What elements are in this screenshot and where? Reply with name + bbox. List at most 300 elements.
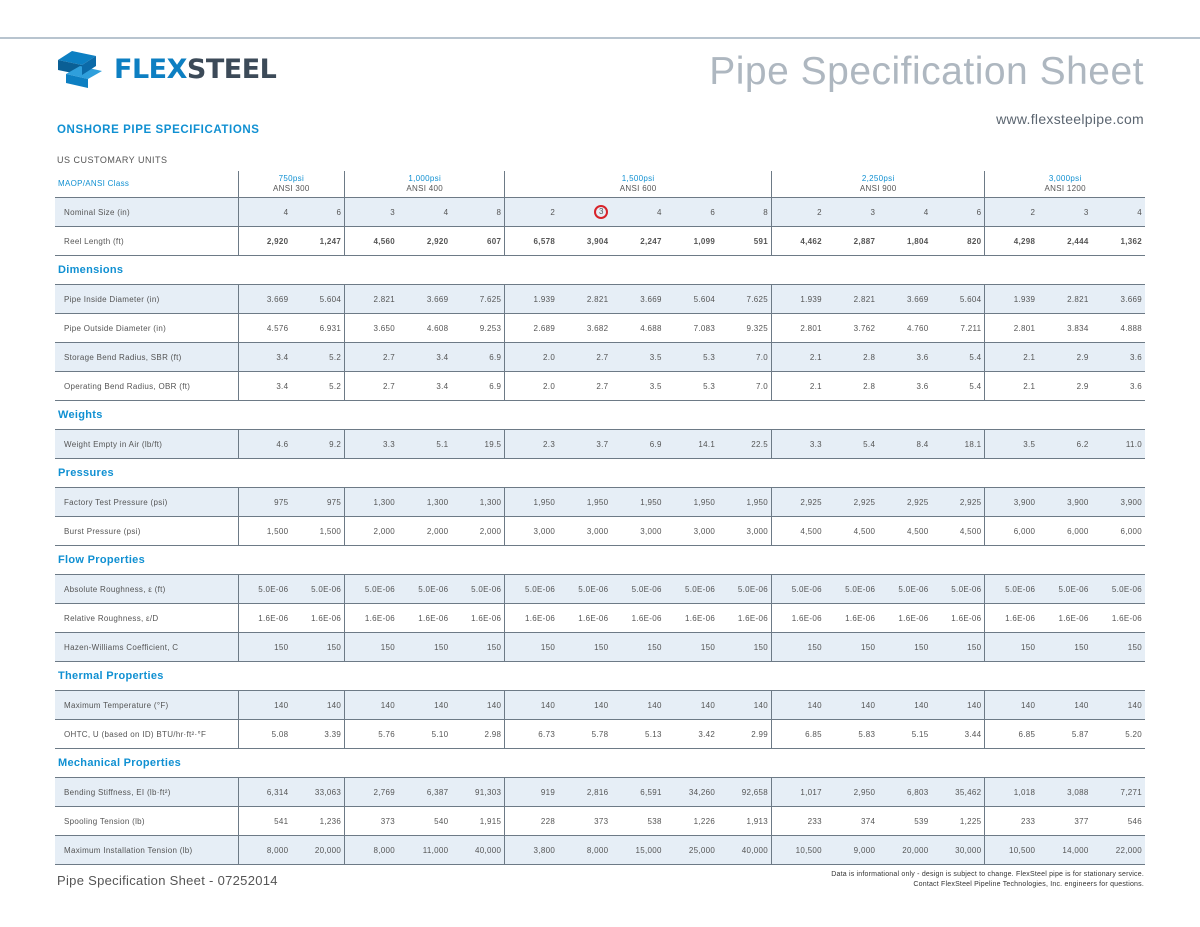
table-row xyxy=(55,778,1145,807)
cell-value: 3.762 xyxy=(853,323,876,333)
table-cell xyxy=(932,720,985,749)
table-cell xyxy=(611,575,664,604)
table-row xyxy=(55,807,1145,836)
cell-value: 3,000 xyxy=(640,526,662,536)
cell-value: 2,920 xyxy=(266,236,289,246)
table-cell xyxy=(291,517,344,546)
table-cell xyxy=(611,517,664,546)
cell-value: 1,018 xyxy=(1013,787,1036,797)
cell-value: 2,444 xyxy=(1067,236,1089,246)
cell-value: 140 xyxy=(753,700,769,710)
cell-value: 150 xyxy=(274,642,289,652)
table-cell xyxy=(1092,517,1145,546)
row-label: Relative Roughness, ε/D xyxy=(55,604,238,633)
cell-value: 140 xyxy=(967,700,982,710)
table-cell xyxy=(291,778,344,807)
table-cell xyxy=(718,343,771,372)
table-cell xyxy=(345,343,398,372)
cell-value: 1,950 xyxy=(693,497,716,507)
cell-value: 25,000 xyxy=(688,845,716,855)
table-cell xyxy=(558,604,611,633)
logo-flex-text: FLEX xyxy=(114,53,187,85)
cell-value: 6.73 xyxy=(538,729,556,739)
class-group-header xyxy=(505,171,772,198)
cell-value: 2 xyxy=(817,207,822,217)
table-cell xyxy=(345,198,398,227)
table-cell xyxy=(718,198,771,227)
table-cell xyxy=(665,517,718,546)
table-cell xyxy=(825,604,878,633)
cell-value: 1,300 xyxy=(479,497,502,507)
table-cell xyxy=(291,604,344,633)
table-cell xyxy=(825,807,878,836)
cell-value: 7.625 xyxy=(479,294,502,304)
cell-value: 4,500 xyxy=(907,526,929,536)
category-row xyxy=(55,401,1145,430)
table-cell xyxy=(718,372,771,401)
cell-value: 4 xyxy=(283,207,289,217)
cell-value: 2.801 xyxy=(800,323,822,333)
table-cell xyxy=(718,575,771,604)
cell-value: 6,314 xyxy=(266,787,289,797)
cell-value: 607 xyxy=(486,236,502,246)
table-row xyxy=(55,430,1145,459)
table-cell xyxy=(558,517,611,546)
table-cell xyxy=(558,198,611,227)
cell-value: 4,500 xyxy=(853,526,876,536)
table-cell xyxy=(1038,227,1091,256)
cell-value: 5.0E-06 xyxy=(898,584,929,594)
table-cell xyxy=(932,836,985,865)
table-cell xyxy=(505,836,558,865)
cell-value: 7.0 xyxy=(755,381,769,391)
table-cell xyxy=(398,227,451,256)
cell-value: 8.4 xyxy=(916,439,929,449)
table-cell xyxy=(558,720,611,749)
cell-value: 2,925 xyxy=(800,497,822,507)
table-cell xyxy=(558,691,611,720)
cell-value: 150 xyxy=(434,642,449,652)
cell-value: 5.76 xyxy=(378,729,396,739)
cell-value: 5.4 xyxy=(969,352,982,362)
table-cell xyxy=(665,227,718,256)
table-cell xyxy=(718,604,771,633)
flexsteel-logo-icon xyxy=(52,48,106,90)
table-cell xyxy=(451,691,504,720)
table-cell xyxy=(451,720,504,749)
table-row xyxy=(55,488,1145,517)
cell-value: 540 xyxy=(434,816,449,826)
cell-value: 150 xyxy=(1074,642,1089,652)
cell-value: 140 xyxy=(540,700,556,710)
cell-value: 150 xyxy=(860,642,876,652)
cell-value: 1.6E-06 xyxy=(471,613,502,623)
cell-value: 6.2 xyxy=(1076,439,1089,449)
table-cell xyxy=(291,430,344,459)
cell-value: 5.15 xyxy=(911,729,929,739)
cell-value: 30,000 xyxy=(955,845,982,855)
table-row xyxy=(55,343,1145,372)
table-cell xyxy=(718,285,771,314)
class-ansi: ANSI 900 xyxy=(859,184,897,193)
table-cell xyxy=(238,372,291,401)
cell-value: 4 xyxy=(1137,207,1142,217)
cell-value: 2,000 xyxy=(373,526,396,536)
cell-value: 975 xyxy=(326,497,342,507)
table-cell xyxy=(558,575,611,604)
cell-value: 1,915 xyxy=(479,816,502,826)
cell-value: 6,578 xyxy=(533,236,556,246)
footer-disclaimer xyxy=(831,870,1144,890)
table-cell xyxy=(985,343,1038,372)
cell-value: 3.3 xyxy=(809,439,822,449)
cell-value: 373 xyxy=(594,816,609,826)
table-cell xyxy=(238,691,291,720)
table-cell xyxy=(772,488,825,517)
table-cell xyxy=(505,198,558,227)
cell-value: 5.0E-06 xyxy=(524,584,556,594)
cell-value: 3.4 xyxy=(436,352,449,362)
table-cell xyxy=(291,227,344,256)
cell-value: 5.0E-06 xyxy=(311,584,342,594)
table-cell xyxy=(665,836,718,865)
cell-value: 2.821 xyxy=(1067,294,1089,304)
cell-value: 5.0E-06 xyxy=(737,584,769,594)
class-psi: 750psi xyxy=(278,174,305,183)
class-psi: 2,250psi xyxy=(861,174,895,183)
cell-value: 5.0E-06 xyxy=(258,584,289,594)
cell-value: 3.3 xyxy=(383,439,396,449)
table-row xyxy=(55,720,1145,749)
table-cell xyxy=(398,488,451,517)
table-cell xyxy=(985,430,1038,459)
cell-value: 5.0E-06 xyxy=(471,584,502,594)
table-cell xyxy=(558,372,611,401)
page-title: Pipe Specification Sheet xyxy=(709,50,1144,93)
cell-value: 2.9 xyxy=(1076,381,1089,391)
cell-value: 5.08 xyxy=(271,729,289,739)
cell-value: 11.0 xyxy=(1125,439,1142,449)
cell-value: 34,260 xyxy=(688,787,716,797)
cell-value: 377 xyxy=(1074,816,1089,826)
cell-value: 5.0E-06 xyxy=(1005,584,1036,594)
table-cell xyxy=(611,807,664,836)
cell-value: 7.625 xyxy=(746,294,769,304)
table-cell xyxy=(878,720,931,749)
table-cell xyxy=(345,778,398,807)
table-cell xyxy=(558,488,611,517)
cell-value: 140 xyxy=(1021,700,1036,710)
cell-value: 7.083 xyxy=(693,323,716,333)
cell-value: 1,950 xyxy=(586,497,609,507)
cell-value: 140 xyxy=(594,700,609,710)
row-label: Spooling Tension (lb) xyxy=(55,807,238,836)
table-cell xyxy=(718,836,771,865)
table-cell xyxy=(451,198,504,227)
table-cell xyxy=(611,198,664,227)
cell-value: 5.0E-06 xyxy=(1058,584,1089,594)
table-cell xyxy=(238,314,291,343)
class-psi: 1,500psi xyxy=(621,174,655,183)
cell-value: 150 xyxy=(700,642,716,652)
table-cell xyxy=(985,720,1038,749)
table-cell xyxy=(932,285,985,314)
table-cell xyxy=(345,488,398,517)
table-cell xyxy=(1092,604,1145,633)
cell-value: 3.6 xyxy=(916,352,929,362)
table-cell xyxy=(398,430,451,459)
cell-value: 1.6E-06 xyxy=(311,613,342,623)
table-cell xyxy=(611,488,664,517)
footer-disclaimer-line-1: Data is informational only - design is subject to change. FlexSteel pipe is for stationary service. xyxy=(831,871,1144,878)
table-cell xyxy=(878,778,931,807)
cell-value: 5.2 xyxy=(329,381,342,391)
cell-value: 2.0 xyxy=(543,352,556,362)
nominal-size-row xyxy=(55,198,1145,227)
cell-value: 5.0E-06 xyxy=(1111,584,1142,594)
table-cell xyxy=(665,314,718,343)
cell-value: 2.99 xyxy=(751,729,769,739)
table-cell xyxy=(451,343,504,372)
table-cell xyxy=(825,343,878,372)
table-cell xyxy=(1038,314,1091,343)
cell-value: 7.0 xyxy=(755,352,769,362)
cell-value: 6,803 xyxy=(907,787,929,797)
table-cell xyxy=(451,372,504,401)
cell-value: 3.6 xyxy=(916,381,929,391)
category-row xyxy=(55,459,1145,488)
cell-value: 150 xyxy=(753,642,769,652)
table-cell xyxy=(985,198,1038,227)
cell-value: 3.5 xyxy=(649,352,662,362)
cell-value: 374 xyxy=(860,816,876,826)
table-cell xyxy=(665,488,718,517)
table-cell xyxy=(238,720,291,749)
cell-value: 140 xyxy=(274,700,289,710)
table-cell xyxy=(878,807,931,836)
cell-value: 1,099 xyxy=(693,236,716,246)
cell-value: 4,560 xyxy=(373,236,396,246)
table-cell xyxy=(718,227,771,256)
cell-value: 539 xyxy=(914,816,929,826)
cell-value: 5.4 xyxy=(863,439,876,449)
cell-value: 9,000 xyxy=(853,845,876,855)
table-cell xyxy=(611,778,664,807)
table-cell xyxy=(718,314,771,343)
class-ansi: ANSI 400 xyxy=(406,184,444,193)
table-cell xyxy=(1038,575,1091,604)
table-cell xyxy=(611,430,664,459)
table-cell xyxy=(878,343,931,372)
cell-value: 4.688 xyxy=(640,323,662,333)
cell-value: 150 xyxy=(594,642,609,652)
table-cell xyxy=(772,633,825,662)
table-cell xyxy=(985,575,1038,604)
cell-value: 150 xyxy=(1127,642,1142,652)
cell-value: 1,225 xyxy=(959,816,982,826)
table-cell xyxy=(505,575,558,604)
table-cell xyxy=(611,227,664,256)
cell-value: 4.576 xyxy=(266,323,289,333)
cell-value: 6.9 xyxy=(489,381,502,391)
table-cell xyxy=(291,691,344,720)
table-cell xyxy=(238,575,291,604)
cell-value: 3 xyxy=(1083,207,1089,217)
cell-value: 2.1 xyxy=(809,352,822,362)
cell-value: 4,500 xyxy=(800,526,822,536)
row-label: Burst Pressure (psi) xyxy=(55,517,238,546)
table-cell xyxy=(985,227,1038,256)
cell-value: 3,900 xyxy=(1067,497,1089,507)
cell-value: 2.821 xyxy=(853,294,876,304)
table-cell xyxy=(505,314,558,343)
table-cell xyxy=(985,604,1038,633)
table-cell xyxy=(825,517,878,546)
cell-value: 1.6E-06 xyxy=(791,613,822,623)
table-cell xyxy=(1092,720,1145,749)
table-cell xyxy=(238,488,291,517)
table-cell xyxy=(238,836,291,865)
table-cell xyxy=(665,604,718,633)
table-cell xyxy=(291,372,344,401)
table-cell xyxy=(985,836,1038,865)
category-row xyxy=(55,256,1145,285)
cell-value: 3,900 xyxy=(1013,497,1036,507)
table-cell xyxy=(398,836,451,865)
table-cell xyxy=(451,807,504,836)
table-cell xyxy=(1038,604,1091,633)
table-cell xyxy=(345,604,398,633)
cell-value: 233 xyxy=(807,816,822,826)
row-label: Weight Empty in Air (lb/ft) xyxy=(55,430,238,459)
cell-value: 5.0E-06 xyxy=(364,584,396,594)
table-cell xyxy=(558,227,611,256)
cell-value: 2.7 xyxy=(383,381,396,391)
table-cell xyxy=(451,430,504,459)
table-cell xyxy=(611,285,664,314)
table-cell xyxy=(665,372,718,401)
table-cell xyxy=(985,372,1038,401)
table-cell xyxy=(505,430,558,459)
table-cell xyxy=(238,198,291,227)
cell-value: 3.44 xyxy=(964,729,982,739)
table-cell xyxy=(878,691,931,720)
cell-value: 3.6 xyxy=(1129,381,1142,391)
cell-value: 2,887 xyxy=(853,236,876,246)
table-cell xyxy=(505,720,558,749)
cell-value: 2,925 xyxy=(853,497,876,507)
table-row xyxy=(55,372,1145,401)
cell-value: 5.1 xyxy=(436,439,449,449)
row-label: Factory Test Pressure (psi) xyxy=(55,488,238,517)
table-cell xyxy=(558,285,611,314)
table-cell xyxy=(1092,198,1145,227)
category-row xyxy=(55,662,1145,691)
table-cell xyxy=(825,227,878,256)
cell-value: 7,271 xyxy=(1120,787,1142,797)
table-cell xyxy=(398,372,451,401)
cell-value: 40,000 xyxy=(741,845,769,855)
cell-value: 5.604 xyxy=(959,294,982,304)
table-cell xyxy=(611,633,664,662)
table-cell xyxy=(665,633,718,662)
cell-value: 2,000 xyxy=(479,526,502,536)
cell-value: 3 xyxy=(390,207,396,217)
table-cell xyxy=(985,488,1038,517)
cell-value: 5.13 xyxy=(644,729,662,739)
cell-value: 40,000 xyxy=(474,845,502,855)
table-cell xyxy=(345,430,398,459)
table-cell xyxy=(878,372,931,401)
table-cell xyxy=(985,691,1038,720)
cell-value: 22,000 xyxy=(1115,845,1142,855)
cell-value: 5.20 xyxy=(1125,729,1142,739)
table-cell xyxy=(1092,227,1145,256)
table-row xyxy=(55,285,1145,314)
table-cell xyxy=(291,807,344,836)
cell-value: 1.939 xyxy=(800,294,822,304)
cell-value: 3.42 xyxy=(698,729,716,739)
table-cell xyxy=(825,430,878,459)
cell-value: 6 xyxy=(710,207,716,217)
table-cell xyxy=(291,314,344,343)
category-title: Mechanical Properties xyxy=(55,749,1145,778)
table-cell xyxy=(398,691,451,720)
cell-value: 8,000 xyxy=(586,845,609,855)
cell-value: 1.939 xyxy=(1013,294,1036,304)
table-cell xyxy=(291,488,344,517)
cell-value: 1.6E-06 xyxy=(631,613,662,623)
table-cell xyxy=(611,343,664,372)
table-cell xyxy=(932,314,985,343)
class-psi: 1,000psi xyxy=(408,174,442,183)
cell-value: 10,500 xyxy=(795,845,822,855)
cell-value: 14,000 xyxy=(1062,845,1089,855)
reel-length-row xyxy=(55,227,1145,256)
cell-value: 5.3 xyxy=(703,381,716,391)
cell-value: 2.7 xyxy=(596,352,609,362)
table-row xyxy=(55,517,1145,546)
table-cell xyxy=(1092,633,1145,662)
cell-value: 150 xyxy=(540,642,556,652)
cell-value: 140 xyxy=(1127,700,1142,710)
table-cell xyxy=(398,314,451,343)
cell-value: 140 xyxy=(486,700,502,710)
table-cell xyxy=(772,372,825,401)
table-cell xyxy=(825,720,878,749)
cell-value: 20,000 xyxy=(902,845,929,855)
cell-value: 1,226 xyxy=(693,816,716,826)
row-label: Hazen-Williams Coefficient, C xyxy=(55,633,238,662)
cell-value: 150 xyxy=(380,642,396,652)
website-link[interactable]: www.flexsteelpipe.com xyxy=(996,111,1144,127)
cell-value: 6.85 xyxy=(1018,729,1036,739)
cell-value: 8,000 xyxy=(266,845,289,855)
cell-value: 6.9 xyxy=(649,439,662,449)
cell-value: 10,500 xyxy=(1008,845,1036,855)
cell-value: 6,591 xyxy=(640,787,662,797)
cell-value: 3.5 xyxy=(1023,439,1036,449)
table-cell xyxy=(1038,198,1091,227)
cell-value: 2,925 xyxy=(959,497,982,507)
table-cell xyxy=(558,430,611,459)
cell-value: 3,000 xyxy=(746,526,769,536)
table-cell xyxy=(291,720,344,749)
cell-value: 2.1 xyxy=(1023,352,1036,362)
table-cell xyxy=(451,575,504,604)
cell-value: 1,950 xyxy=(533,497,556,507)
table-cell xyxy=(932,430,985,459)
